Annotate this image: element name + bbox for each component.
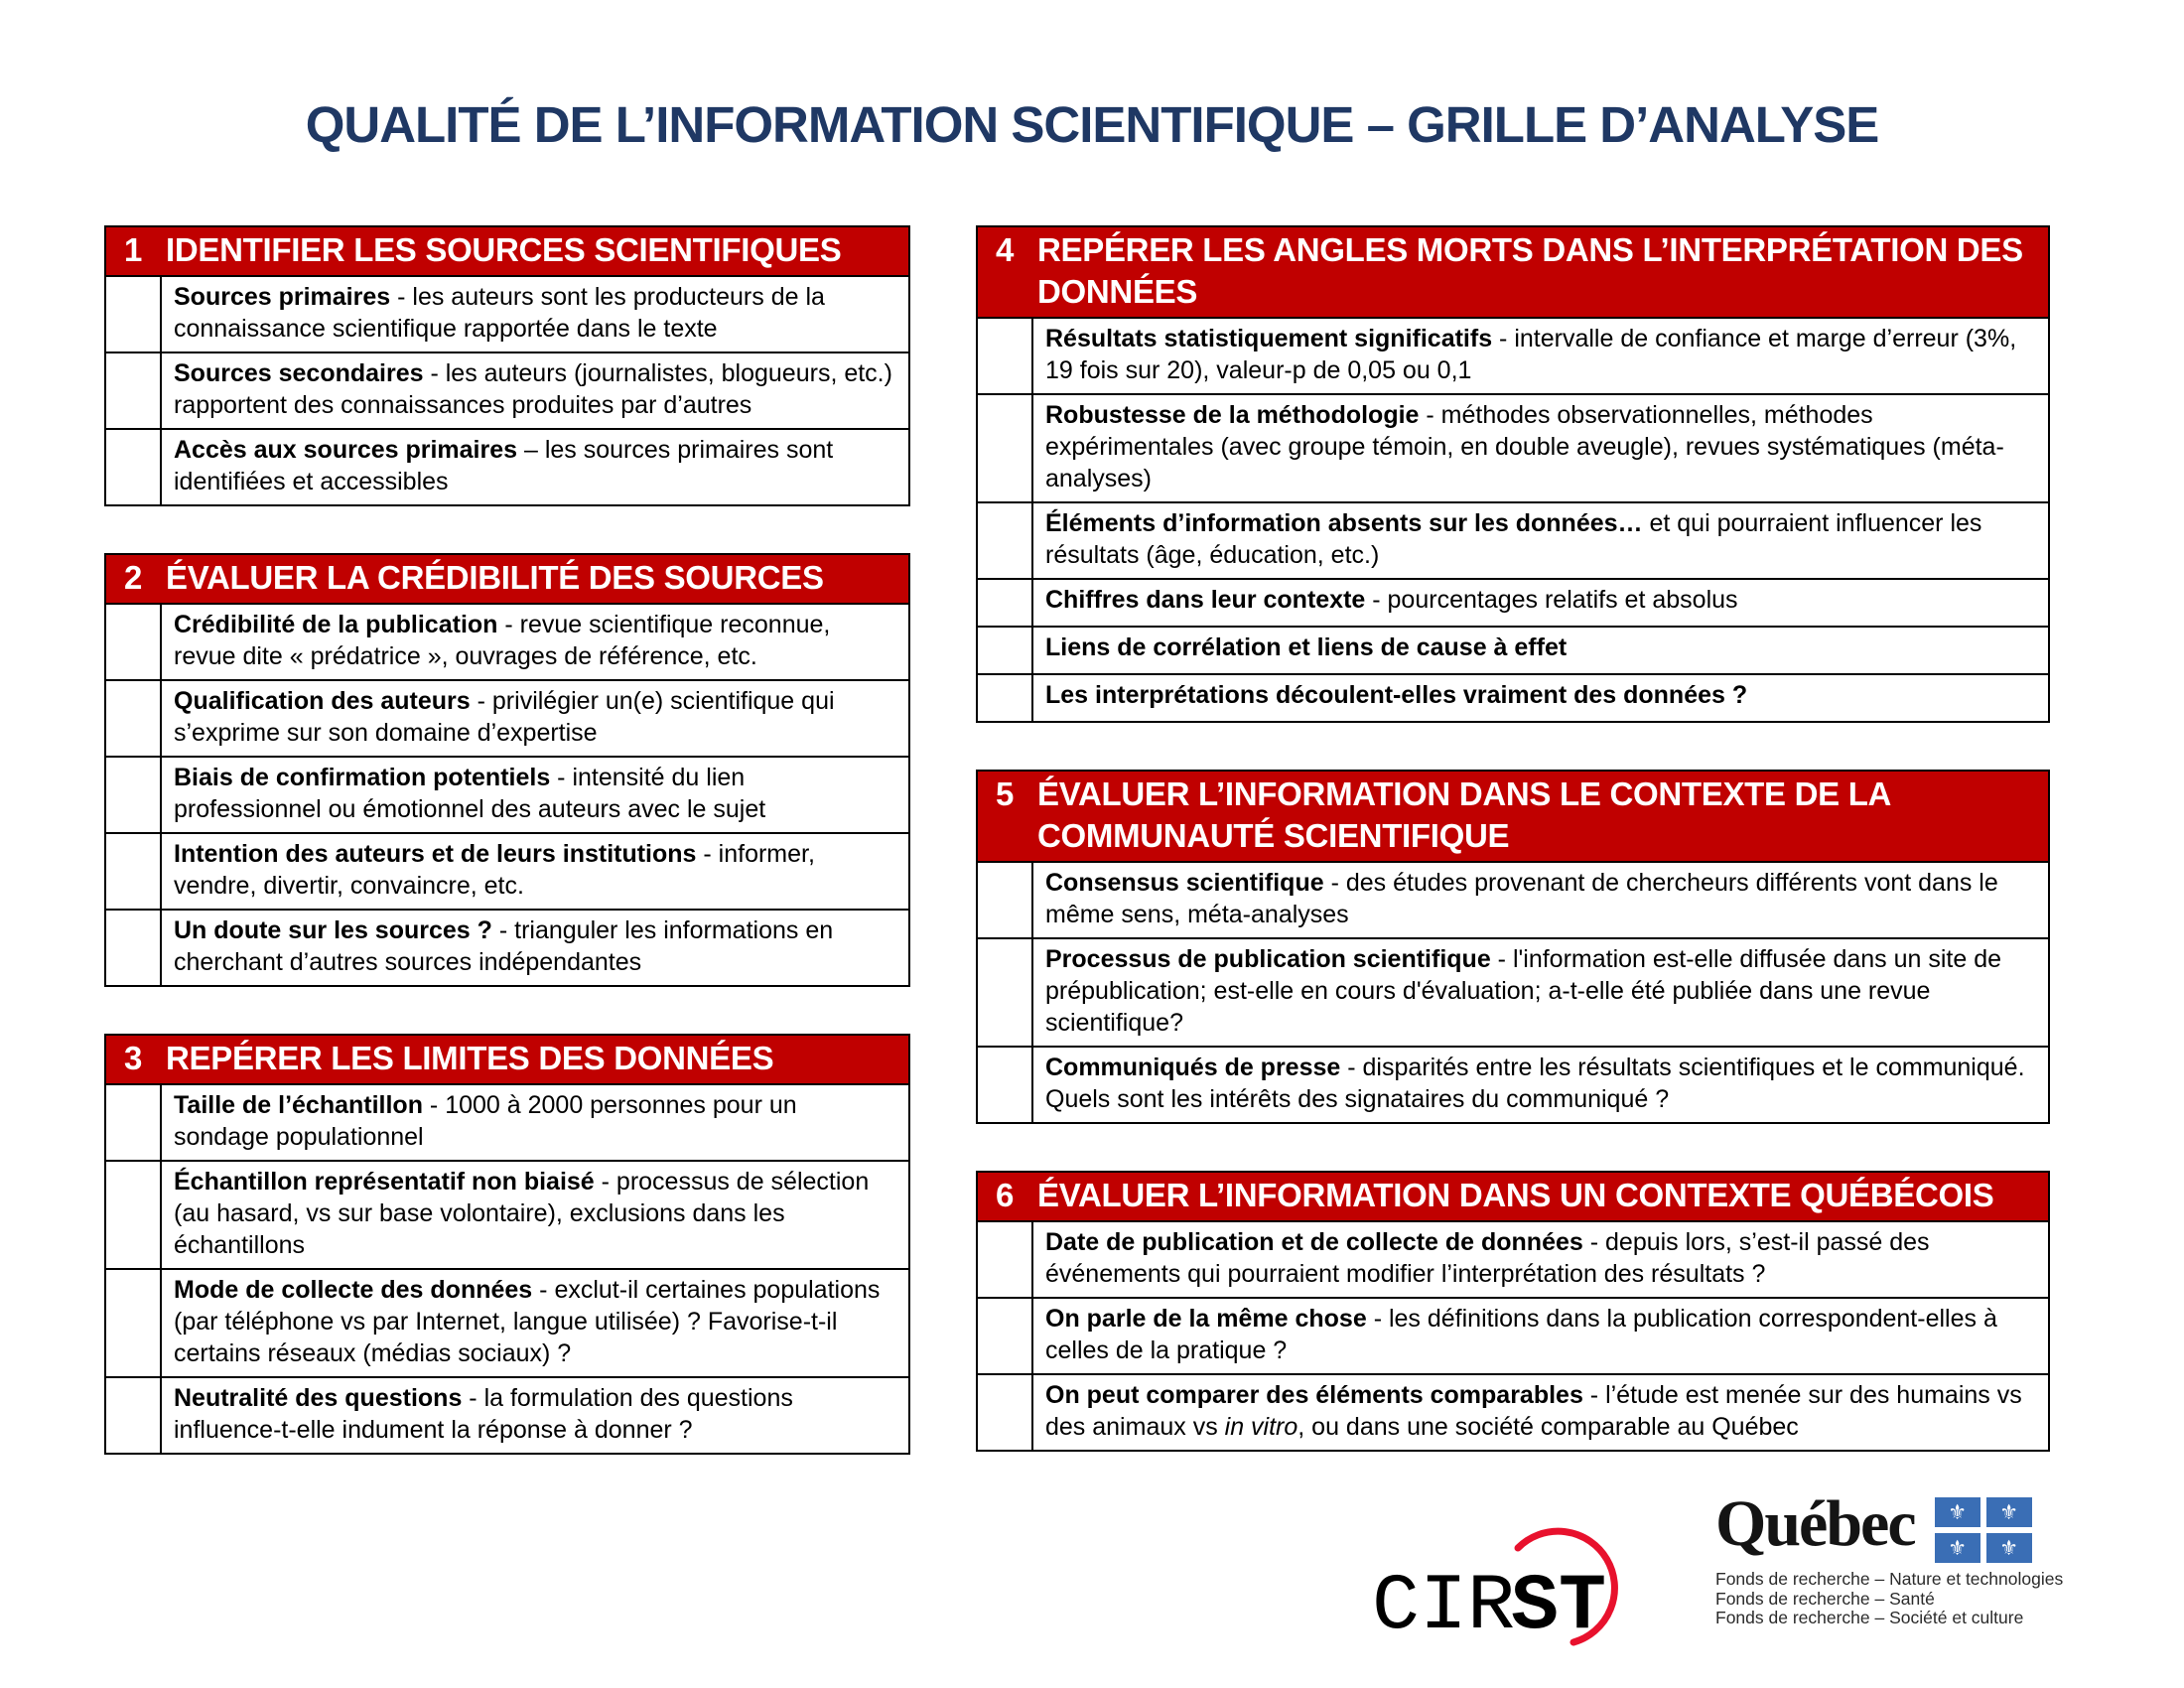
- term-text: Mode de collecte des données: [174, 1276, 533, 1304]
- term-text: Liens de corrélation et liens de cause à effet: [1045, 633, 1568, 661]
- cirst-text-regular: CIR: [1372, 1562, 1516, 1652]
- section-header: [106, 227, 908, 275]
- criterion-text: Qualification des auteurs - privilégier un(e) scientifique qui s’exprime sur son domaine d’expertise: [174, 687, 835, 747]
- left-column: [104, 225, 910, 1501]
- criterion-row: [978, 1220, 2048, 1297]
- checkbox-cell: [978, 1048, 1033, 1122]
- criterion-row: [106, 352, 908, 428]
- section-table-4: [976, 225, 2050, 723]
- term-text: Sources primaires: [174, 283, 391, 311]
- criterion-text: On parle de la même chose - les définitions dans la publication correspondent-elles à celles de la pratique ?: [1045, 1305, 1997, 1364]
- section-header: [978, 772, 2048, 861]
- criterion-text: Chiffres dans leur contexte - pourcentages relatifs et absolus: [1045, 586, 1738, 614]
- section-table-3: [104, 1034, 910, 1455]
- term-text: Éléments d’information absents sur les données…: [1045, 509, 1643, 537]
- criterion-text: On peut comparer des éléments comparables - l’étude est menée sur des humains vs des animaux vs in vitro, ou dans une société comparable au Québec: [1045, 1381, 2022, 1441]
- checkbox-cell: [978, 503, 1033, 578]
- criterion-text: [1033, 628, 2048, 673]
- criterion-row: [978, 578, 2048, 626]
- checkbox-cell: [978, 939, 1033, 1046]
- term-text: Résultats statistiquement significatifs: [1045, 325, 1493, 352]
- cirst-logo-graphic: [1372, 1527, 1650, 1656]
- section-number: 1: [123, 231, 143, 268]
- checkbox-cell: [978, 395, 1033, 501]
- section-heading: REPÉRER LES ANGLES MORTS DANS L’INTERPRÉTATION DES DONNÉES: [1037, 231, 2023, 310]
- section-table-5: [976, 770, 2050, 1124]
- term-text: Neutralité des questions: [174, 1384, 463, 1412]
- checkbox-cell: [106, 430, 162, 504]
- section-table-2: [104, 553, 910, 987]
- fleur-de-lis-icon: ⚜: [1999, 1499, 2019, 1524]
- quebec-logo-top: [1715, 1489, 2073, 1563]
- criterion-row: [106, 679, 908, 756]
- term-text: Taille de l’échantillon: [174, 1091, 423, 1119]
- checkbox-cell: [978, 628, 1033, 673]
- criterion-row: [106, 756, 908, 832]
- criterion-text: Accès aux sources primaires – les sources primaires sont identifiées et accessibles: [174, 436, 834, 495]
- right-column: [976, 225, 2050, 1498]
- checkbox-cell: [106, 277, 162, 352]
- section-header: [106, 1036, 908, 1083]
- criterion-row: [978, 1373, 2048, 1450]
- checkbox-cell: [106, 353, 162, 428]
- criterion-row: [106, 1376, 908, 1453]
- cirst-logo: [1372, 1527, 1650, 1656]
- quebec-wordmark: Québec: [1715, 1487, 1915, 1560]
- criterion-text: Éléments d’information absents sur les données… et qui pourraient influencer les résultats (âge, éducation, etc.): [1045, 509, 1982, 569]
- flag-quarter: [1986, 1533, 2032, 1563]
- fonds-line: Fonds de recherche – Nature et technologies: [1715, 1569, 2064, 1589]
- fleur-de-lis-icon: ⚜: [1948, 1535, 1968, 1560]
- criterion-text: [1033, 675, 2048, 721]
- criterion-text: Consensus scientifique - des études provenant de chercheurs différents vont dans le même sens, méta-analyses: [1045, 869, 1998, 928]
- fleur-de-lis-icon: ⚜: [1948, 1499, 1968, 1524]
- checkbox-cell: [978, 1375, 1033, 1450]
- page-title: QUALITÉ DE L’INFORMATION SCIENTIFIQUE – GRILLE D’ANALYSE: [305, 96, 1879, 153]
- criterion-row: [978, 501, 2048, 578]
- term-text: Communiqués de presse: [1045, 1054, 1341, 1081]
- term-text: Les interprétations découlent-elles vraiment des données ?: [1045, 681, 1748, 709]
- term-text: Biais de confirmation potentiels: [174, 764, 551, 791]
- criterion-row: [978, 626, 2048, 673]
- criterion-row: [106, 1160, 908, 1268]
- criterion-text: Communiqués de presse - disparités entre les résultats scientifiques et le communiqué. Quels sont les intérêts des signataires du communiqué ?: [1045, 1054, 2025, 1113]
- checkbox-cell: [106, 605, 162, 679]
- section-heading: ÉVALUER L’INFORMATION DANS LE CONTEXTE DE LA COMMUNAUTÉ SCIENTIFIQUE: [1037, 775, 1890, 854]
- term-text: Échantillon représentatif non biaisé: [174, 1168, 595, 1196]
- fleur-de-lis-icon: ⚜: [1999, 1535, 2019, 1560]
- criterion-text: Taille de l’échantillon - 1000 à 2000 personnes pour un sondage populationnel: [174, 1091, 797, 1151]
- criterion-row: [106, 1268, 908, 1376]
- desc-italic: in vitro: [1224, 1413, 1298, 1441]
- checkbox-cell: [978, 1222, 1033, 1297]
- flag-quarter: [1935, 1533, 1980, 1563]
- criterion-text: Processus de publication scientifique - l'information est-elle diffusée dans un site de prépublication; est-elle en cours d'évaluation; a-t-elle été publiée dans une revue scientifique?: [1045, 945, 2002, 1037]
- criterion-text: Date de publication et de collecte de données - depuis lors, s’est-il passé des événements qui pourraient modifier l’interprétation des résultats ?: [1045, 1228, 1930, 1288]
- term-text: Date de publication et de collecte de données: [1045, 1228, 1583, 1256]
- checkbox-cell: [106, 681, 162, 756]
- section-heading: REPÉRER LES LIMITES DES DONNÉES: [166, 1040, 774, 1076]
- section-heading: IDENTIFIER LES SOURCES SCIENTIFIQUES: [166, 231, 842, 268]
- criterion-row: [978, 1046, 2048, 1122]
- flag-quarter: [1935, 1497, 1980, 1527]
- checkbox-cell: [978, 863, 1033, 937]
- criterion-row: [978, 673, 2048, 721]
- fonds-lines: [1715, 1570, 2073, 1628]
- criterion-row: [978, 393, 2048, 501]
- section-heading: ÉVALUER LA CRÉDIBILITÉ DES SOURCES: [166, 559, 824, 596]
- criterion-row: [978, 317, 2048, 393]
- section-header: [978, 227, 2048, 317]
- criterion-text: Crédibilité de la publication - revue scientifique reconnue, revue dite « prédatrice », ouvrages de référence, etc.: [174, 611, 831, 670]
- checkbox-cell: [106, 1085, 162, 1160]
- cirst-text-bold: ST: [1511, 1562, 1607, 1652]
- checkbox-cell: [978, 675, 1033, 721]
- checkbox-cell: [106, 1270, 162, 1376]
- criterion-row: [978, 1297, 2048, 1373]
- section-number: 4: [995, 231, 1015, 268]
- term-text: Sources secondaires: [174, 359, 424, 387]
- fonds-line: Fonds de recherche – Société et culture: [1715, 1608, 2024, 1627]
- criterion-text: Résultats statistiquement significatifs - intervalle de confiance et marge d’erreur (3%, 19 fois sur 20), valeur-p de 0,05 ou 0,1: [1045, 325, 2017, 384]
- section-number: 2: [123, 559, 143, 596]
- section-header: [978, 1173, 2048, 1220]
- criterion-row: [106, 275, 908, 352]
- term-text: Consensus scientifique: [1045, 869, 1324, 897]
- checkbox-cell: [106, 911, 162, 985]
- term-text: Chiffres dans leur contexte: [1045, 586, 1366, 614]
- quebec-logo: [1715, 1489, 2073, 1628]
- term-text: Intention des auteurs et de leurs institutions: [174, 840, 697, 868]
- section-table-6: [976, 1171, 2050, 1452]
- criterion-row: [106, 1083, 908, 1160]
- term-text: Accès aux sources primaires: [174, 436, 518, 464]
- criterion-text: Intention des auteurs et de leurs institutions - informer, vendre, divertir, convaincre, etc.: [174, 840, 815, 900]
- section-number: 5: [995, 775, 1015, 812]
- criterion-row: [106, 832, 908, 909]
- checkbox-cell: [106, 1162, 162, 1268]
- fonds-line: Fonds de recherche – Santé: [1715, 1588, 1935, 1609]
- checkbox-cell: [106, 834, 162, 909]
- section-table-1: [104, 225, 910, 506]
- term-text: Qualification des auteurs: [174, 687, 471, 715]
- section-heading: ÉVALUER L’INFORMATION DANS UN CONTEXTE QUÉBÉCOIS: [1037, 1177, 1994, 1213]
- quebec-flag-icon: [1935, 1497, 2032, 1563]
- term-text: On peut comparer des éléments comparables: [1045, 1381, 1583, 1409]
- criterion-text: Neutralité des questions - la formulation des questions influence-t-elle indument la réponse à donner ?: [174, 1384, 793, 1444]
- flag-quarter: [1986, 1497, 2032, 1527]
- criterion-text: Échantillon représentatif non biaisé - processus de sélection (au hasard, vs sur base volontaire), exclusions dans les échantillons: [174, 1168, 870, 1259]
- criterion-row: [106, 603, 908, 679]
- criterion-row: [978, 937, 2048, 1046]
- criterion-row: [106, 428, 908, 504]
- criterion-row: [978, 861, 2048, 937]
- term-text: Robustesse de la méthodologie: [1045, 401, 1420, 429]
- criterion-row: [106, 909, 908, 985]
- criterion-text: Un doute sur les sources ? - trianguler les informations en cherchant d’autres sources indépendantes: [174, 916, 834, 976]
- section-number: 6: [995, 1177, 1015, 1213]
- criterion-text: Biais de confirmation potentiels - intensité du lien professionnel ou émotionnel des auteurs avec le sujet: [174, 764, 766, 823]
- term-text: Crédibilité de la publication: [174, 611, 498, 638]
- checkbox-cell: [978, 580, 1033, 626]
- term-text: Processus de publication scientifique: [1045, 945, 1491, 973]
- checkbox-cell: [978, 1299, 1033, 1373]
- section-number: 3: [123, 1040, 143, 1076]
- term-text: Un doute sur les sources ?: [174, 916, 492, 944]
- criterion-text: Robustesse de la méthodologie - méthodes observationnelles, méthodes expérimentales (avec groupe témoin, en double aveugle), revues systématiques (méta-analyses): [1045, 401, 2004, 492]
- checkbox-cell: [106, 1378, 162, 1453]
- checkbox-cell: [106, 758, 162, 832]
- checkbox-cell: [978, 319, 1033, 393]
- criterion-text: Mode de collecte des données - exclut-il certaines populations (par téléphone vs par Internet, langue utilisée) ? Favorise-t-il certains réseaux (médias sociaux) ?: [174, 1276, 881, 1367]
- section-header: [106, 555, 908, 603]
- criterion-text: Sources primaires - les auteurs sont les producteurs de la connaissance scientifique rapportée dans le texte: [174, 283, 825, 343]
- criterion-text: Sources secondaires - les auteurs (journalistes, blogueurs, etc.) rapportent des connaissances produites par d’autres: [174, 359, 892, 419]
- term-text: On parle de la même chose: [1045, 1305, 1367, 1333]
